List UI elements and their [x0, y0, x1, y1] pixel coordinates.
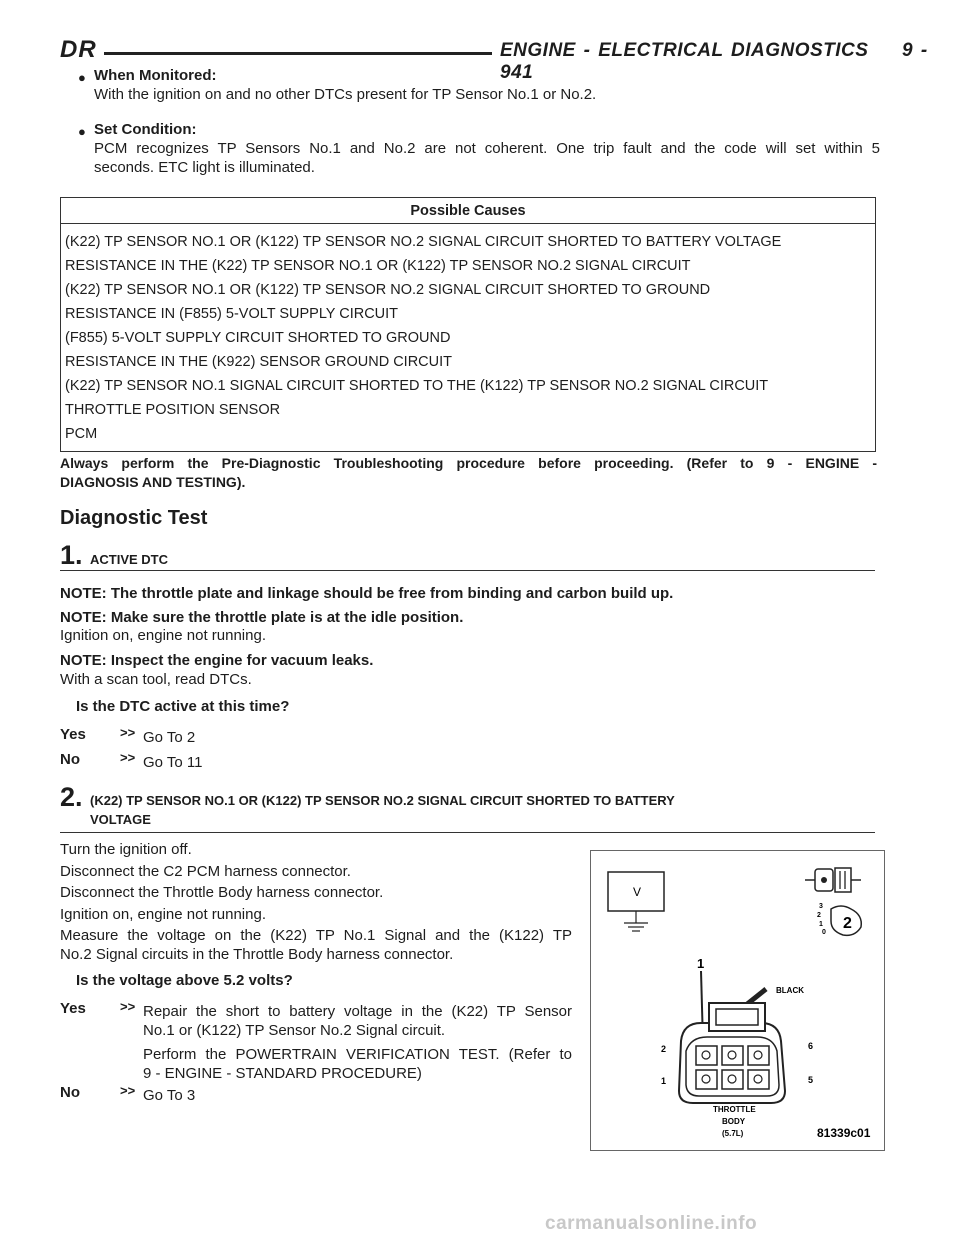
dial-icon	[817, 903, 861, 936]
watermark: carmanualsonline.info	[545, 1213, 758, 1234]
step-2-line: Disconnect the C2 PCM harness connector.	[60, 863, 351, 880]
step-1-label: ACTIVE DTC	[90, 552, 168, 567]
always-perform-text-1: Always perform the Pre-Diagnostic Troubleshooting procedure before proceeding. (Refer to 9 - ENGINE -	[60, 455, 877, 471]
step-2-line: Turn the ignition off.	[60, 841, 192, 858]
when-monitored-label: When Monitored:	[94, 67, 217, 84]
step-2-question: Is the voltage above 5.2 volts?	[76, 972, 293, 989]
step-2-yes-action-4: 9 - ENGINE - STANDARD PROCEDURE)	[143, 1065, 422, 1082]
dial-mark-0: 0	[822, 929, 826, 936]
step-2-no-label: No	[60, 1084, 80, 1101]
dial-value: 2	[843, 915, 852, 932]
caption-line-2: BODY	[722, 1117, 746, 1126]
cause-item: RESISTANCE IN THE (K922) SENSOR GROUND CIRCUIT	[65, 354, 452, 370]
section-title: Diagnostic Test	[60, 507, 208, 529]
step-1-yes-label: Yes	[60, 726, 86, 743]
table-divider	[61, 223, 875, 224]
header-section-code: DR	[60, 36, 97, 63]
cause-item: THROTTLE POSITION SENSOR	[65, 402, 281, 418]
header-title	[500, 40, 960, 84]
step-2-line: Ignition on, engine not running.	[60, 906, 266, 923]
callout-number: 1	[697, 956, 705, 971]
throttle-body-connector-diagram	[591, 851, 884, 1150]
step-1-yes-action: Go To 2	[143, 729, 196, 746]
bullet-icon: ●	[78, 124, 86, 139]
step-1-no-action: Go To 11	[143, 754, 203, 771]
voltmeter-label: V	[633, 885, 642, 899]
possible-causes-title: Possible Causes	[410, 203, 526, 219]
step-1-rule	[60, 570, 875, 571]
step-2-yes-action-1: Repair the short to battery voltage in the (K22) TP Sensor	[143, 1003, 572, 1020]
dial-mark-1: 1	[819, 921, 823, 928]
header-title-text: ENGINE - ELECTRICAL DIAGNOSTICS	[500, 40, 869, 61]
wire-color-label: BLACK	[776, 986, 804, 995]
pin-label-2: 2	[661, 1044, 667, 1054]
step-2-yes-action-2: No.1 or (K122) TP Sensor No.2 Signal circuit.	[143, 1022, 446, 1039]
step-2-no-arrow: >>	[120, 1083, 136, 1098]
set-condition-label: Set Condition:	[94, 121, 197, 138]
bullet-icon: ●	[78, 70, 86, 85]
cause-item: RESISTANCE IN THE (K22) TP SENSOR NO.1 OR (K122) TP SENSOR NO.2 SIGNAL CIRCUIT	[65, 258, 691, 274]
step-2-label-2: VOLTAGE	[90, 812, 151, 827]
header-rule	[104, 52, 492, 55]
step-2-number: 2.	[60, 782, 83, 812]
caption-line-3: (5.7L)	[722, 1129, 744, 1138]
cause-item: (K22) TP SENSOR NO.1 OR (K122) TP SENSOR NO.2 SIGNAL CIRCUIT SHORTED TO GROUND	[65, 282, 711, 298]
step-1-note-2: NOTE: Make sure the throttle plate is at the idle position.	[60, 609, 464, 626]
cause-item: (K22) TP SENSOR NO.1 OR (K122) TP SENSOR NO.2 SIGNAL CIRCUIT SHORTED TO BATTERY VOLTAGE	[65, 234, 782, 250]
figure-id: 81339c01	[817, 1126, 871, 1140]
step-2-yes-arrow: >>	[120, 999, 136, 1014]
step-1-no-arrow: >>	[120, 750, 136, 765]
step-1-question: Is the DTC active at this time?	[76, 698, 290, 715]
cause-item: (K22) TP SENSOR NO.1 SIGNAL CIRCUIT SHORTED TO THE (K122) TP SENSOR NO.2 SIGNAL CIRCUIT	[65, 378, 769, 394]
step-2-measure-1: Measure the voltage on the (K22) TP No.1 Signal and the (K122) TP	[60, 927, 572, 944]
step-2-yes-label: Yes	[60, 1000, 86, 1017]
page-number: 9 - 941	[500, 40, 928, 83]
step-2-measure-2: No.2 Signal circuits in the Throttle Body harness connector.	[60, 946, 454, 963]
step-1-number: 1.	[60, 540, 83, 570]
always-perform-text-2: DIAGNOSIS AND TESTING).	[60, 474, 246, 490]
step-2-no-action: Go To 3	[143, 1087, 196, 1104]
step-1-no-label: No	[60, 751, 80, 768]
step-2-yes-action-3: Perform the POWERTRAIN VERIFICATION TEST. (Refer to	[143, 1046, 572, 1063]
when-monitored-text: With the ignition on and no other DTCs present for TP Sensor No.1 or No.2.	[94, 86, 597, 103]
cause-item: PCM	[65, 426, 98, 442]
step-1-note-1: NOTE: The throttle plate and linkage should be free from binding and carbon build up.	[60, 585, 674, 602]
pin-label-1: 1	[661, 1076, 667, 1086]
step-2-rule	[60, 832, 875, 833]
possible-causes-table	[60, 197, 876, 452]
step-1-text-1: Ignition on, engine not running.	[60, 627, 266, 644]
set-condition-text-1: PCM recognizes TP Sensors No.1 and No.2 are not coherent. One trip fault and the code will set within 5	[94, 140, 880, 157]
cause-item: RESISTANCE IN (F855) 5-VOLT SUPPLY CIRCUIT	[65, 306, 399, 322]
step-2-label-1: (K22) TP SENSOR NO.1 OR (K122) TP SENSOR NO.2 SIGNAL CIRCUIT SHORTED TO BATTERY	[90, 793, 675, 808]
caption-line-1: THROTTLE	[713, 1105, 756, 1114]
step-1-text-2: With a scan tool, read DTCs.	[60, 671, 252, 688]
dial-mark-3: 3	[819, 903, 823, 910]
pin-label-6: 6	[808, 1041, 814, 1051]
dial-mark-2: 2	[817, 912, 821, 919]
step-1-yes-arrow: >>	[120, 725, 136, 740]
throttle-body-connector	[679, 1003, 785, 1103]
connector-plug-icon	[805, 868, 861, 892]
connector-figure	[590, 850, 885, 1151]
step-1-note-3: NOTE: Inspect the engine for vacuum leaks.	[60, 652, 374, 669]
set-condition-text-2: seconds. ETC light is illuminated.	[94, 159, 315, 176]
cause-item: (F855) 5-VOLT SUPPLY CIRCUIT SHORTED TO GROUND	[65, 330, 451, 346]
pin-label-5: 5	[808, 1075, 814, 1085]
step-2-line: Disconnect the Throttle Body harness connector.	[60, 884, 384, 901]
